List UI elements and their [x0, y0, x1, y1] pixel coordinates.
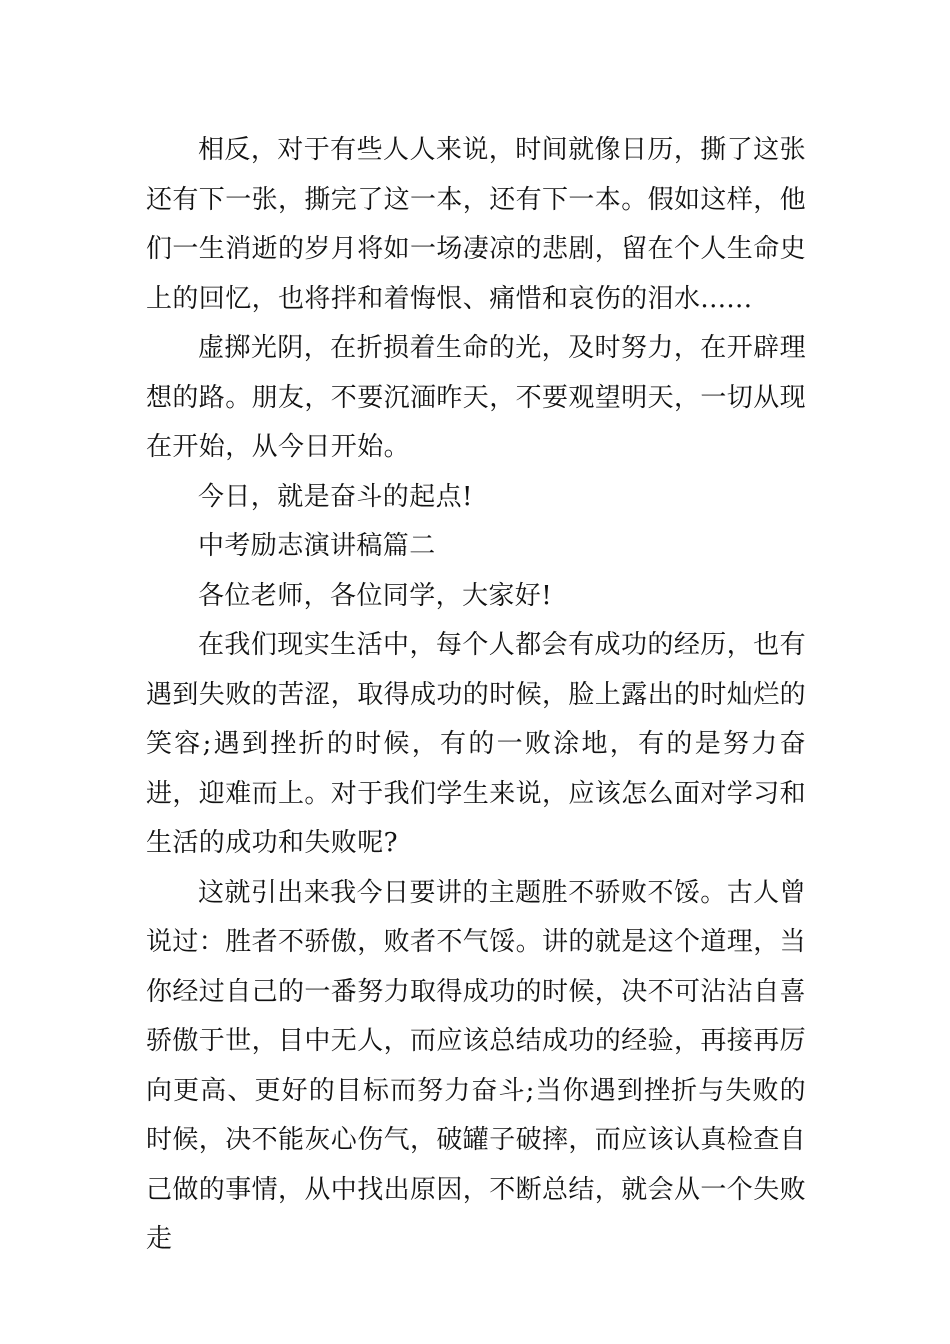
paragraph-7: 这就引出来我今日要讲的主题胜不骄败不馁。古人曾说过：胜者不骄傲，败者不气馁。讲的就是这个道理，当你经过自己的一番努力取得成功的时候，决不可沾沾自喜骄傲于世，目中无人，而应该总结成功的经验，再接再厉向更高、更好的目标而努力奋斗;当你遇到挫折与失败的时候，决不能灰心伤气，破罐子破摔，而应该认真检查自己做的事情，从中找出原因，不断总结，就会从一个失败走 [146, 877, 807, 1254]
document-page [146, 126, 806, 1265]
paragraph-1: 相反，对于有些人人来说，时间就像日历，撕了这张还有下一张，撕完了这一本，还有下一本。假如这样，他们一生消逝的岁月将如一场凄凉的悲剧，留在个人生命史上的回忆，也将拌和着悔恨、痛惜和哀伤的泪水...... [146, 135, 807, 314]
section-heading: 中考励志演讲稿篇二 [198, 531, 436, 561]
paragraph-3: 今日，就是奋斗的起点! [198, 481, 473, 512]
greeting: 各位老师，各位同学，大家好! [198, 580, 553, 611]
paragraph-6: 在我们现实生活中，每个人都会有成功的经历，也有遇到失败的苦涩，取得成功的时候，脸上露出的时灿烂的笑容;遇到挫折的时候，有的一败涂地，有的是努力奋进，迎难而上。对于我们学生来说，应该怎么面对学习和生活的成功和失败呢? [146, 630, 807, 858]
paragraph-2: 虚掷光阴，在折损着生命的光，及时努力，在开辟理想的路。朋友，不要沉湎昨天，不要观望明天，一切从现在开始，从今日开始。 [146, 333, 807, 462]
